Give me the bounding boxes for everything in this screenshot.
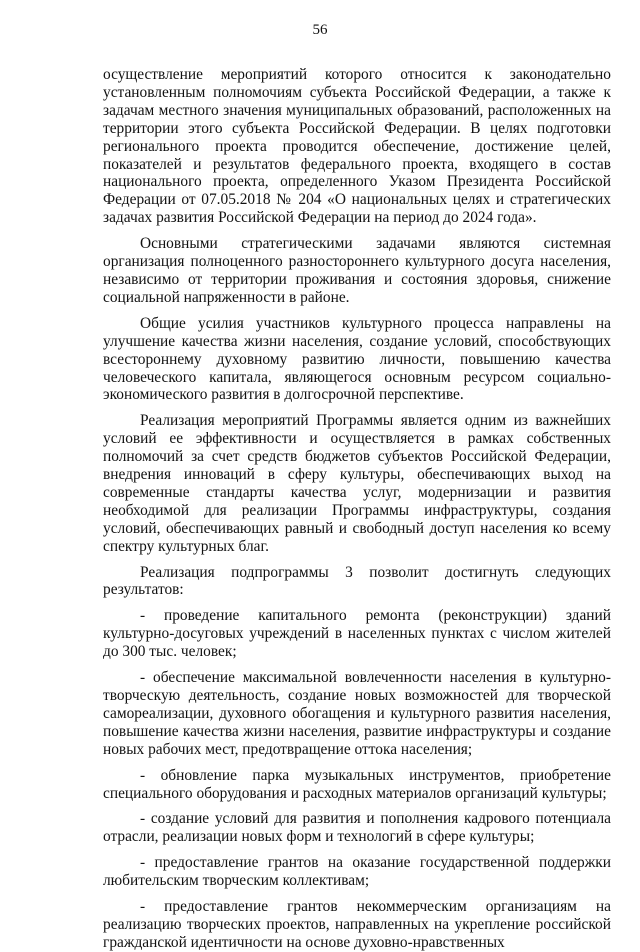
list-item: - создание условий для развития и пополнения кадрового потенциала отрасли, реализации новых форм и технологий в сфере культуры; bbox=[103, 810, 611, 846]
list-item: - проведение капитального ремонта (реконструкции) зданий культурно-досуговых учреждений в населенных пунктах с числом жителей до 300 тыс. человек; bbox=[103, 607, 611, 661]
list-item: - обеспечение максимальной вовлеченности населения в культурно-творческую деятельность, создание новых возможностей для творческой самореализации, духовного обогащения и культурного развития населения, повышение качества жизни населения, развитие инфраструктуры и создание новых рабочих мест, предотвращение оттока населения; bbox=[103, 669, 611, 758]
list-item: - предоставление грантов на оказание государственной поддержки любительским творческим коллективам; bbox=[103, 854, 611, 890]
page-number: 56 bbox=[312, 22, 328, 38]
list-item: - предоставление грантов некоммерческим организациям на реализацию творческих проектов, направленных на укрепление российской гражданской идентичности на основе духовно-нравственных bbox=[103, 898, 611, 951]
list-item: - обновление парка музыкальных инструментов, приобретение специального оборудования и расходных материалов организаций культуры; bbox=[103, 766, 611, 802]
paragraph: Основными стратегическими задачами являются системная организация полноценного разностороннего культурного досуга населения, независимо от территории проживания и состояния здоровья, снижение социальной напряженности в районе. bbox=[103, 235, 611, 306]
paragraph: Реализация подпрограммы 3 позволит достигнуть следующих результатов: bbox=[103, 563, 611, 599]
paragraph: Реализация мероприятий Программы является одним из важнейших условий ее эффективности и осуществляется в рамках собственных полномочий за счет средств бюджетов субъектов Российской Федерации, внедрения инноваций в сферу культуры, обеспечивающих выход на современные стандарты качества услуг, модернизации и развития необходимой для реализации Программы инфраструктуры, создания условий, обеспечивающих равный и свободный доступ населения ко всему спектру культурных благ. bbox=[103, 412, 611, 555]
paragraph: Общие усилия участников культурного процесса направлены на улучшение качества жизни населения, создание условий, способствующих всестороннему духовному развитию личности, повышению качества человеческого капитала, являющегося основным ресурсом социально-экономического развития в долгосрочной перспективе. bbox=[103, 314, 611, 404]
body-text bbox=[103, 66, 611, 952]
paragraph: осуществление мероприятий которого относится к законодательно установленным полномочиям субъекта Российской Федерации, а также к задачам местного значения муниципальных образований, расположенных на территории этого субъекта Российской Федерации. В целях подготовки регионального проекта проводится обеспечение, достижение целей, показателей и результатов федерального проекта, входящего в состав национального проекта, определенного Указом Президента Российской Федерации от 07.05.2018 № 204 «О национальных целях и стратегических задачах развития Российской Федерации на период до 2024 года». bbox=[103, 66, 611, 227]
